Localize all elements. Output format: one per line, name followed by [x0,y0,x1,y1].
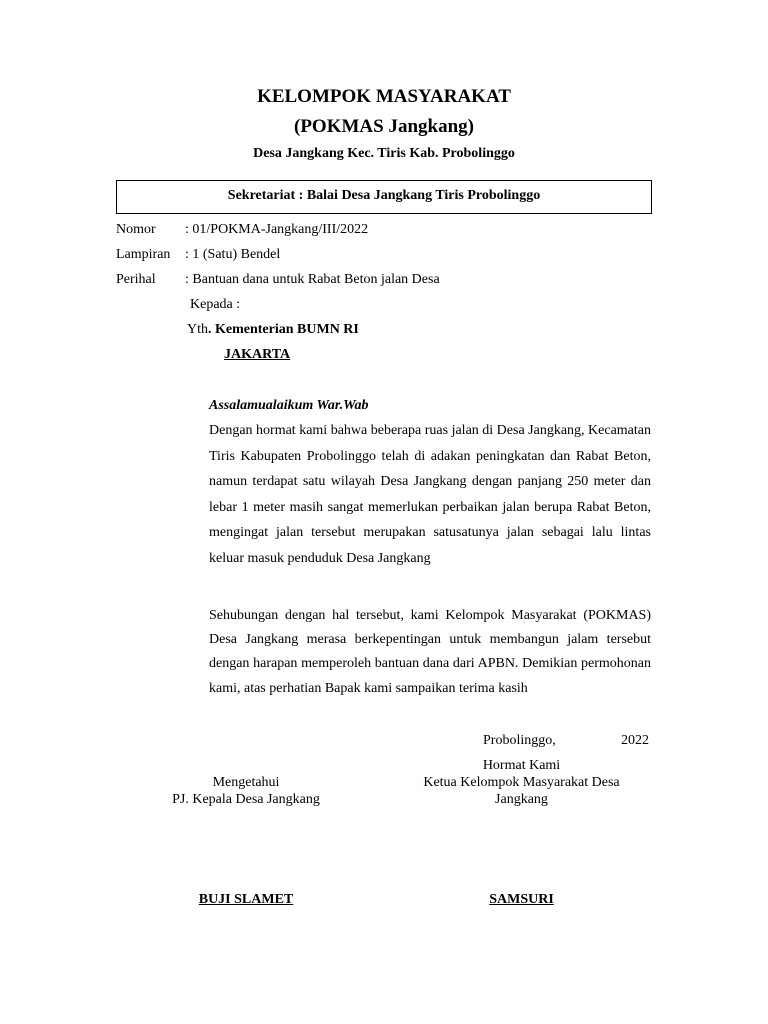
body-paragraph-1: Dengan hormat kami bahwa beberapa ruas jalan di Desa Jangkang, Kecamatan Tiris Kabupaten Probolinggo telah di adakan peningkatan dan Rabat Beton, namun terdapat satu wilayah Desa Jangkang dengan panjang 250 meter dan lebar 1 meter masih sangat memerlukan perbaikan jalan berupa Rabat Beton, mengingat jalan tersebut merupakan satusatunya jalan sebagai lalu lintas keluar masuk penduduk Desa Jangkang [209,423,651,566]
body-paragraph-2: Sehubungan dengan hal tersebut, kami Kelompok Masyarakat (POKMAS) Desa Jangkang merasa berkepentingan untuk membangun jalam tersebut dengan harapan memperoleh bantuan dana dari APBN. Demikian permohonan kami, atas perhatian Bapak kami sampaikan terima kasih [209,608,651,696]
perihal-label: Perihal [116,272,156,287]
nomor-label: Nomor [116,222,156,237]
recipient-city: JAKARTA [224,347,291,362]
chairman-title: Ketua Kelompok Masyarakat Desa [423,775,620,790]
perihal-value: : Bantuan dana untuk Rabat Beton jalan Desa [185,272,440,287]
letterhead-subtitle: (POKMAS Jangkang) [294,116,474,137]
lampiran-label: Lampiran [116,247,171,262]
closing-place: Probolinggo, [483,733,556,748]
letterhead-address: Desa Jangkang Kec. Tiris Kab. Probolinggo [253,146,515,161]
secretariat-box [116,180,652,214]
recipient-line [187,322,359,338]
lampiran-value: : 1 (Satu) Bendel [185,247,281,262]
left-signatory-name: BUJI SLAMET [198,892,294,907]
village-head-title: PJ. Kepala Desa Jangkang [172,792,320,807]
closing-year: 2022 [621,733,649,748]
kepada-label: Kepada : [190,297,241,312]
closing-greeting: Hormat Kami [482,758,561,773]
acknowledged-label: Mengetahui [212,775,280,790]
secretariat-text: Sekretariat : Balai Desa Jangkang Tiris Probolinggo [227,188,541,203]
nomor-value: : 01/POKMA-Jangkang/III/2022 [185,222,369,237]
greeting: Assalamualaikum War.Wab [209,398,369,413]
yth-prefix: Yth [187,322,208,337]
recipient-name: . Kementerian BUMN RI [208,322,359,337]
right-signatory-name: SAMSURI [489,892,554,907]
chairman-village: Jangkang [495,792,548,807]
letterhead-title: KELOMPOK MASYARAKAT [257,86,511,107]
